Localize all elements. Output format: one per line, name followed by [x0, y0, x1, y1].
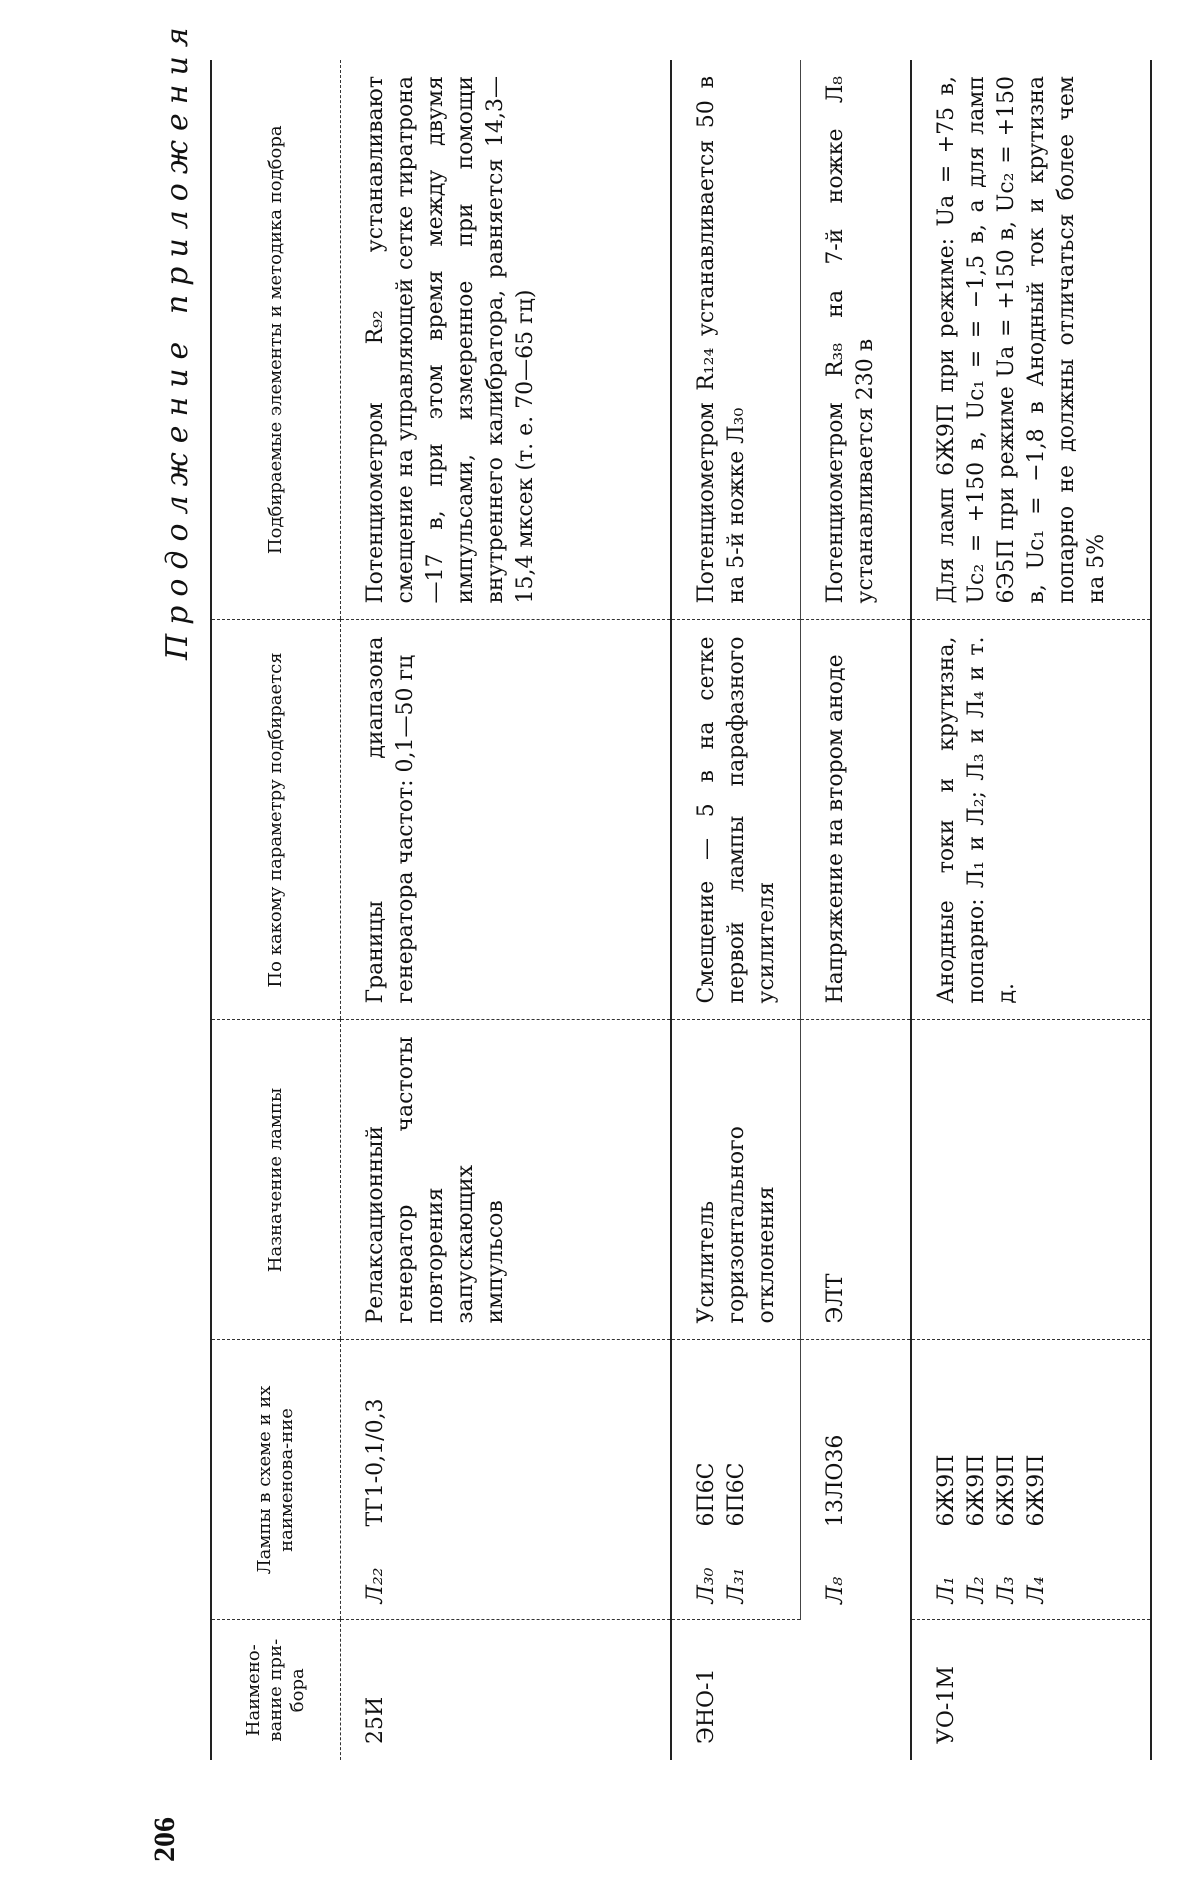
cell-purpose: ЭЛТ [801, 1020, 911, 1340]
cell-parameter: Границы диапазона генератора частот: 0,1—50 гц [341, 620, 671, 1020]
header-method: Подбираемые элементы и методика подбора [211, 60, 341, 620]
page-number: 206 [148, 1817, 181, 1862]
lamp-type: 6Ж9П [963, 1454, 989, 1527]
header-lamps: Лампы в схеме и их наименова-ние [211, 1340, 341, 1620]
cell-method: Для ламп 6Ж9П при режиме: Uа = +75 в, Uс₂ = +150 в, Uс₁ = = −1,5 в, а для ламп 6Э5П при режиме Uа = +150 в, Uс₂ = +150 в, Uс₁ = −1,8 в Анодный ток и крутизна попарно не должны отличаться более чем на 5% [911, 60, 1151, 620]
lamp-type: 6П6С [693, 1462, 719, 1527]
cell-method: Потенциометром R₉₂ устанавливают смещение на управляющей сетке тиратрона —17 в, при этом время между двумя импульсами, измеренное при помощи внутреннего калибратора, равняется 14,3—15,4 мксек (т. е. 70—65 гц) [341, 60, 671, 620]
lamp-code: Л₃ [993, 1576, 1019, 1604]
table-header-row [211, 60, 341, 1760]
cell-lamps [341, 1340, 671, 1620]
cell-parameter: Напряжение на втором аноде [801, 620, 911, 1020]
lamp-type: ТГ1-0,1/0,3 [363, 1398, 388, 1527]
table-row [911, 60, 1151, 1760]
cell-lamps [671, 1340, 801, 1620]
header-parameter: По какому параметру подбирается [211, 620, 341, 1020]
lamp-code: Л₃₀ [693, 1567, 719, 1604]
lamp-code: Л₂₂ [363, 1567, 388, 1604]
lamp-code: Л₄ [1023, 1576, 1049, 1604]
lamp-entry [962, 1357, 992, 1604]
cell-lamps [911, 1340, 1151, 1620]
lamp-type: 6Ж9П [1023, 1454, 1049, 1527]
lamp-entry [932, 1357, 962, 1604]
lamp-type: 6Ж9П [993, 1454, 1019, 1527]
cell-parameter: Анодные токи и крутизна, попарно: Л₁ и Л₂; Л₃ и Л₄ и т. д. [911, 620, 1151, 1020]
lamp-type: 6Ж9П [933, 1454, 959, 1527]
cell-method: Потенциометром R₃₈ на 7-й ножке Л₈ устанавливается 230 в [801, 60, 911, 620]
page-heading: Продолжение приложения [160, 18, 195, 660]
header-purpose: Назначение лампы [211, 1020, 341, 1340]
table-row [671, 60, 801, 1760]
table-row [341, 60, 671, 1760]
cell-device: ЭНО-1 [671, 1620, 911, 1760]
lamp-entry [722, 1357, 752, 1604]
lamp-type: 13ЛО36 [823, 1434, 848, 1527]
cell-purpose: Усилитель горизонтального отклонения [671, 1020, 801, 1340]
header-device: Наимено-вание при-бора [211, 1620, 341, 1760]
lamp-type: 6П6С [723, 1462, 749, 1527]
lamp-code: Л₃₁ [723, 1567, 749, 1604]
table-row [801, 60, 911, 1760]
lamp-entry [821, 1357, 851, 1605]
lamp-entry [361, 1357, 391, 1604]
lamp-code: Л₈ [823, 1576, 848, 1604]
lamp-entry [992, 1357, 1022, 1604]
cell-lamps [801, 1340, 911, 1620]
lamp-code: Л₁ [933, 1576, 959, 1604]
cell-purpose: Релаксационный генератор частоты повторения запускающих импульсов [341, 1020, 671, 1340]
lamp-entry [1022, 1357, 1052, 1604]
lamp-entry [692, 1357, 722, 1604]
cell-method: Потенциометром R₁₂₄ устанавливается 50 в на 5-й ножке Л₃₀ [671, 60, 801, 620]
cell-parameter: Смещение — 5 в на сетке первой лампы парафазного усилителя [671, 620, 801, 1020]
cell-purpose [911, 1020, 1151, 1340]
lamp-selection-table [210, 60, 1152, 1760]
cell-device: 25И [341, 1620, 671, 1760]
lamp-code: Л₂ [963, 1576, 989, 1604]
cell-device: УО-1М [911, 1620, 1151, 1760]
